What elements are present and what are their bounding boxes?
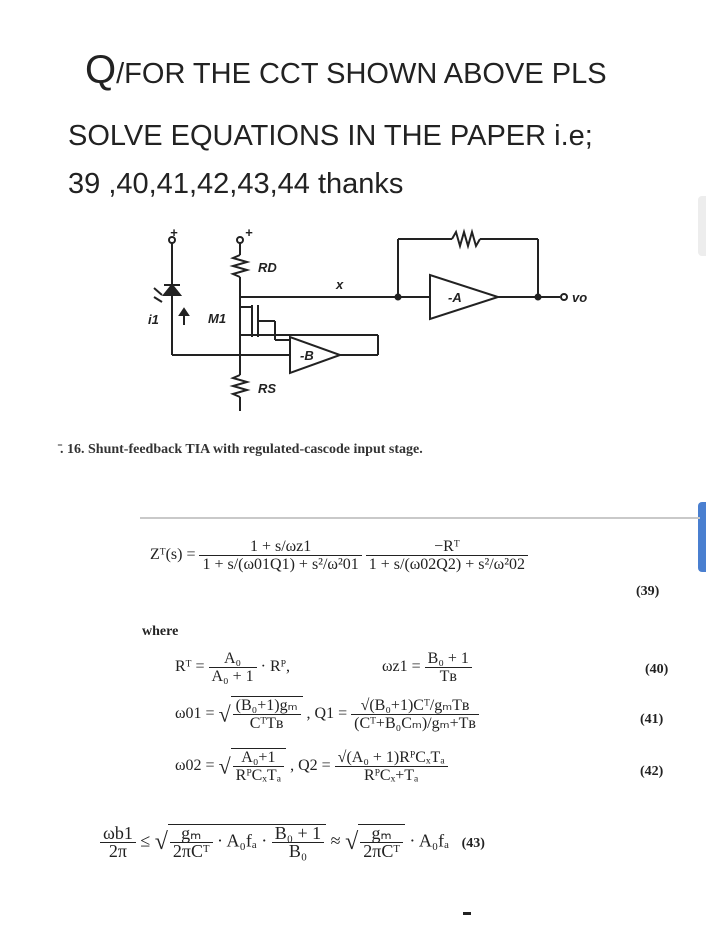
eq43-frac-den: 2π xyxy=(108,841,127,861)
eq40-b-den: Tʙ xyxy=(439,668,457,685)
equation-40 xyxy=(175,650,290,685)
vo-label: vo xyxy=(572,290,588,305)
eq40-a-lhs: Rᵀ = xyxy=(175,658,205,676)
eq43-approx: ≈ xyxy=(330,830,341,851)
equation-39 xyxy=(150,538,528,573)
node-x-label: x xyxy=(336,277,344,292)
equation-41 xyxy=(175,696,479,732)
eq43-mid: · A₀fₐ · xyxy=(217,830,268,851)
eq43-end: · A₀fₐ xyxy=(409,830,450,851)
eq39-frac2-num: −Rᵀ xyxy=(366,538,528,556)
eq41-a-den: CᵀTʙ xyxy=(249,715,284,732)
eq41-number: (41) xyxy=(640,712,664,727)
eq42-b-den: RᴾCₓ+Tₐ xyxy=(363,767,419,784)
rs-label: RS xyxy=(258,381,277,396)
plus-label-1: + xyxy=(170,225,178,240)
amp-b-label: -B xyxy=(300,348,314,363)
eq42-a-lhs: ω02 = xyxy=(175,757,215,775)
eq41-a-lhs: ω01 = xyxy=(175,705,215,723)
eq42-a-num: A₀+1 xyxy=(233,749,284,767)
equation-42 xyxy=(175,748,448,784)
eq39-lhs: Zᵀ(s) = xyxy=(150,546,196,564)
equation-40b xyxy=(382,650,472,685)
sqrt-symbol: √ xyxy=(218,753,231,779)
i1-label: i1 xyxy=(148,312,159,327)
sqrt-symbol: √ xyxy=(154,829,168,855)
question-line-1-text: /FOR THE CCT SHOWN ABOVE PLS xyxy=(116,58,607,90)
figure-caption: ̄. 16. Shunt-feedback TIA with regulated-cascode input stage. xyxy=(60,442,423,457)
eq40-number: (40) xyxy=(645,662,669,677)
eq41-b-num: √(B₀+1)Cᵀ/gₘTʙ xyxy=(351,697,479,715)
sqrt-symbol: √ xyxy=(218,701,231,727)
scroll-edge-top xyxy=(698,196,706,256)
m1-label: M1 xyxy=(208,311,227,326)
eq43-frac-num: ωb1 xyxy=(100,825,136,843)
amp-a-label: -A xyxy=(448,290,462,305)
plus-label-2: + xyxy=(245,225,253,240)
question-line-1 xyxy=(85,48,607,93)
eq40-b-lhs: ωz1 = xyxy=(382,658,421,676)
eq43-s1-den: 2πCᵀ xyxy=(172,841,210,861)
eq42-b-num: √(A₀ + 1)RᴾCₓTₐ xyxy=(335,749,448,767)
eq40-b-num: B₀ + 1 xyxy=(425,650,472,668)
eq40-a-rest: · Rᴾ, xyxy=(260,658,290,676)
eq43-number: (43) xyxy=(461,835,485,851)
eq41-b-lhs: , Q1 = xyxy=(306,705,348,723)
bottom-mark xyxy=(463,912,471,915)
circuit-diagram xyxy=(140,225,620,415)
eq43-s2-den: B₀ xyxy=(288,841,308,861)
rd-label: RD xyxy=(258,260,277,275)
eq41-b-den: (Cᵀ+B₀Cₘ)/gₘ+Tʙ xyxy=(354,715,476,732)
eq40-a-den: A₀ + 1 xyxy=(211,668,254,685)
eq39-frac1-num: 1 + s/ωz1 xyxy=(199,538,361,556)
question-line-2: SOLVE EQUATIONS IN THE PAPER i.e; xyxy=(68,120,593,152)
where-label: where xyxy=(142,624,179,639)
eq43-le: ≤ xyxy=(140,830,151,851)
eq39-frac2-den: 1 + s/(ω02Q2) + s²/ω²02 xyxy=(368,556,526,573)
question-line-3: 39 ,40,41,42,43,44 thanks xyxy=(68,168,404,200)
scroll-edge-blue[interactable] xyxy=(698,502,706,572)
eq43-s1-num: gₘ xyxy=(170,825,213,843)
eq41-a-num: (B₀+1)gₘ xyxy=(233,697,301,715)
eq42-number: (42) xyxy=(640,764,664,779)
equation-43 xyxy=(100,824,485,860)
eq39-number: (39) xyxy=(636,584,660,599)
eq43-s3-den: 2πCᵀ xyxy=(363,841,400,861)
question-q-letter: Q xyxy=(85,48,117,92)
eq42-b-lhs: , Q2 = xyxy=(290,757,331,775)
eq40-a-num: A₀ xyxy=(209,650,257,668)
divider xyxy=(140,517,700,519)
eq42-a-den: RᴾCₓTₐ xyxy=(235,767,282,784)
sqrt-symbol: √ xyxy=(345,829,359,855)
eq43-s3-num: gₘ xyxy=(360,825,403,843)
eq39-frac1-den: 1 + s/(ω01Q1) + s²/ω²01 xyxy=(202,556,359,573)
eq43-s2-num: B₀ + 1 xyxy=(272,825,324,843)
